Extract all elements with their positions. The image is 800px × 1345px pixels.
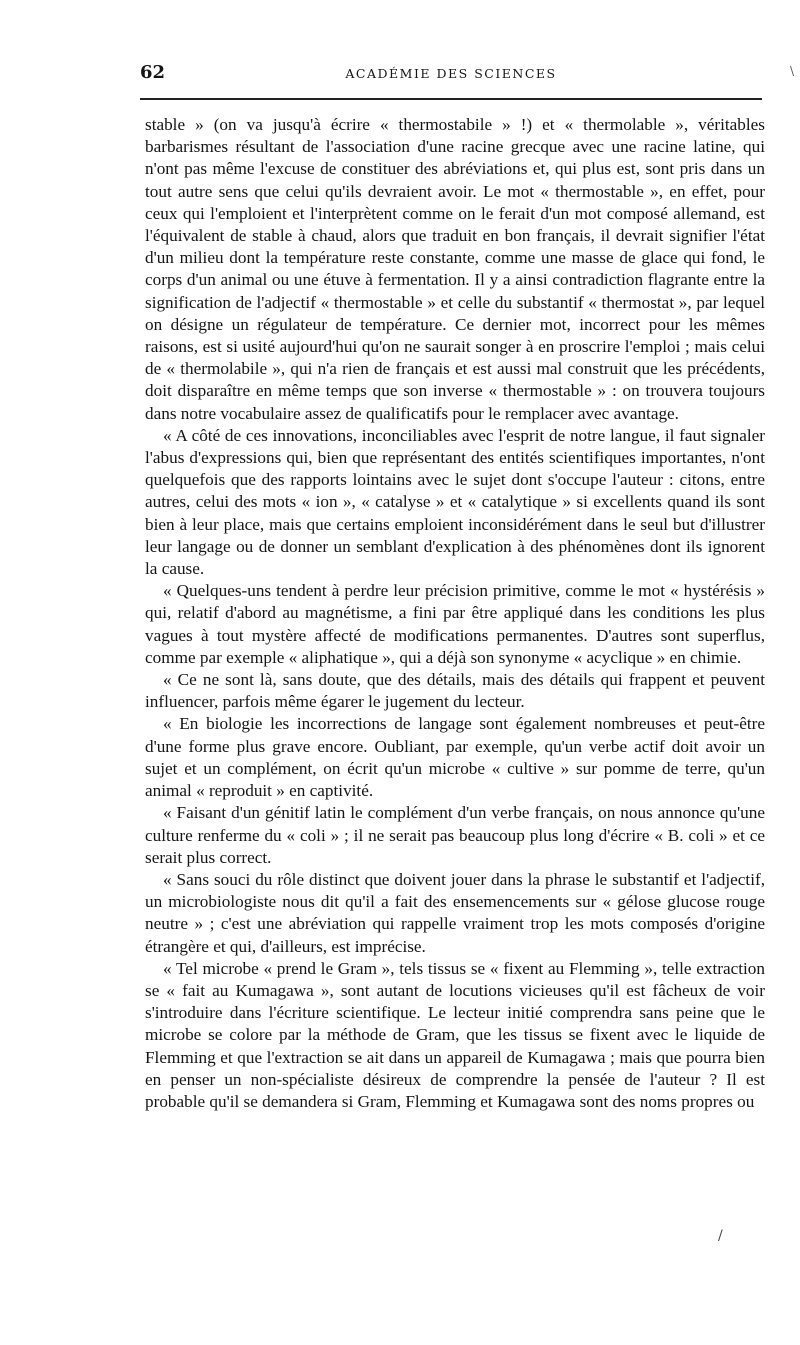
paragraph-3: « Quelques-uns tendent à perdre leur précision primitive, comme le mot « hystérésis » qui, relatif d'abord au magnétisme, a fini par être appliqué dans les conditions les plus vagues à tout mystère affecté de modifications permanentes. D'autres sont superflus, comme par exemple « aliphatique », qui a déjà son synonyme « acyclique » en chimie. [145, 581, 765, 667]
page-number: 62 [140, 62, 166, 83]
paragraph-5: « En biologie les incorrections de langage sont également nombreuses et peut-être d'une forme plus grave encore. Oubliant, par exemple, qu'un verbe actif doit avoir un sujet et un complément, on écrit qu'un microbe « cultive » sur pomme de terre, qu'un animal « reproduit » en captivité. [145, 714, 765, 801]
stray-mark: / [718, 1228, 723, 1244]
body-text [145, 114, 765, 1113]
paragraph-8: « Tel microbe « prend le Gram », tels tissus se « fixent au Flemming », telle extraction se « fait au Kumagawa », sont autant de locutions vicieuses qu'il est fâcheux de voir s'introduire dans l'écriture scientifique. Le lecteur initié comprendra sans peine que le microbe se colore par la méthode de Gram, que les tissus se fixent avec le liquide de Flemming et que l'extraction se ait dans un appareil de Kumagawa ; mais que pourra bien en penser un non-spécialiste désireux de comprendre la pensée de l'auteur ? Il est probable qu'il se demandera si Gram, Flemming et Kumagawa sont des noms propres ou [145, 958, 765, 1111]
paragraph-6: « Faisant d'un génitif latin le complément d'un verbe français, on nous annonce qu'une culture renferme du « coli » ; il ne serait pas beaucoup plus long d'écrire « B. coli » et ce serait plus correct. [145, 803, 765, 867]
header-rule [140, 98, 762, 100]
paragraph-1: stable » (on va jusqu'à écrire « thermostabile » !) et « thermolable », véritables barbarismes résultant de l'association d'une racine grecque avec une racine latine, qui n'ont pas même l'excuse de constituer des abréviations et, qui plus est, sont pris dans un tout autre sens que celui qu'ils devraient avoir. Le mot « thermostable », en effet, pour ceux qui l'emploient et l'interprètent comme on le ferait d'un mot composé allemand, est l'équivalent de stable à chaud, alors que traduit en bon français, il devrait signifier l'état d'un milieu dont la température reste constante, comme une masse de glace qui fond, le corps d'un animal ou une étuve à fermentation. Il y a ainsi contradiction flagrante entre la signification de l'adjectif « thermostable » et celle du substantif « thermostat », par lequel on désigne un régulateur de température. Ce dernier mot, incorrect pour les mêmes raisons, est si usité aujourd'hui qu'on ne saurait songer à en proscrire l'emploi ; mais celui de « thermolabile », qui n'a rien de français et est aussi mal construit que les précédents, doit disparaître en même temps que son inverse « thermostable » : on trouvera toujours dans notre vocabulaire assez de qualificatifs pour le remplacer avec avantage. [145, 115, 765, 423]
paragraph-4: « Ce ne sont là, sans doute, que des détails, mais des détails qui frappent et peuvent influencer, parfois même égarer le jugement du lecteur. [145, 670, 765, 712]
page-header [140, 62, 762, 92]
paragraph-7: « Sans souci du rôle distinct que doivent jouer dans la phrase le substantif et l'adjectif, un microbiologiste nous dit qu'il a fait des ensemencements sur « gélose glucose rouge neutre » ; c'est une abréviation qui rappelle vraiment trop les mots composés d'origine étrangère et qui, d'ailleurs, est imprécise. [145, 869, 765, 956]
edge-mark: \ [789, 64, 794, 78]
paragraph-2: « A côté de ces innovations, inconciliables avec l'esprit de notre langue, il faut signaler l'abus d'expressions qui, bien que représentant des entités scientifiques importantes, n'ont quelquefois que des rapports lointains avec le sujet dont s'occupe l'auteur : citons, entre autres, celui des mots « ion », « catalyse » et « catalytique » si excellents quand ils sont bien à leur place, mais que certains emploient inconsidérément dans le seul but d'illustrer leur langage ou de donner un semblant d'explication à des phénomènes dont ils ignorent la cause. [145, 425, 765, 579]
running-head: ACADÉMIE DES SCIENCES [345, 66, 557, 81]
